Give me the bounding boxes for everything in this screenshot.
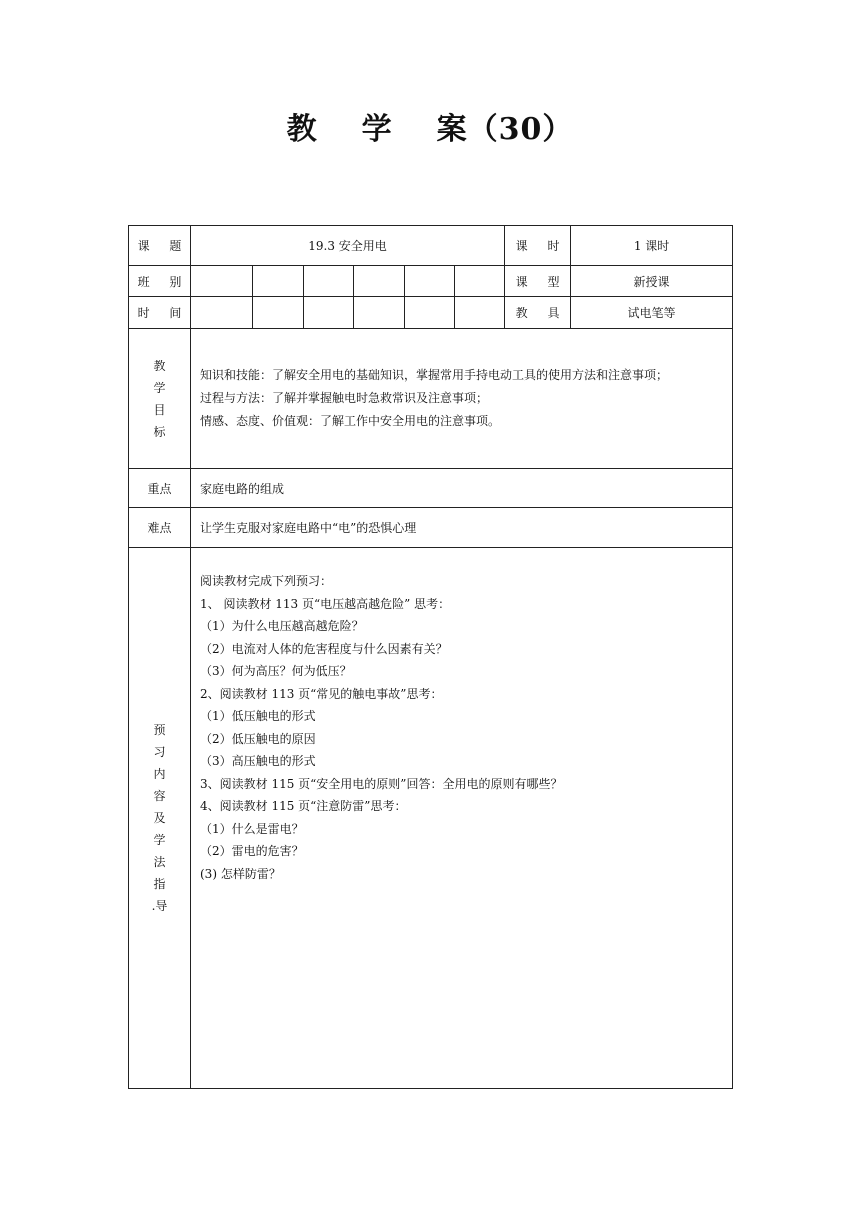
class-cell-4 — [354, 266, 405, 297]
class-label: 班 别 — [129, 266, 191, 297]
preview-line: （3）何为高压？何为低压？ — [200, 664, 352, 678]
preview-line: 4、阅读教材 115 页“注意防雷”思考： — [200, 799, 407, 813]
topic-label: 课 题 — [129, 226, 191, 266]
objectives-label — [129, 329, 191, 469]
time-label: 时 间 — [129, 297, 191, 329]
preview-label-char: 法 — [153, 855, 166, 869]
key-point-label: 重点 — [129, 469, 191, 508]
time-cell-1 — [191, 297, 253, 329]
preview-line: （2）雷电的危害？ — [200, 844, 304, 858]
class-cell-1 — [191, 266, 253, 297]
row-preview — [129, 548, 733, 1089]
preview-line: 阅读教材完成下列预习： — [200, 574, 333, 588]
objective-knowledge: 知识和技能：了解安全用电的基础知识，掌握常用手持电动工具的使用方法和注意事项； — [200, 368, 669, 382]
preview-label-char: 习 — [153, 745, 166, 759]
objectives-content — [191, 329, 733, 469]
preview-line: 3、阅读教材 115 页“安全用电的原则”回答：全用电的原则有哪些？ — [200, 776, 563, 791]
tools-value: 试电笔等 — [571, 297, 733, 329]
preview-label-char: 指 — [153, 877, 166, 891]
difficulty-label: 难点 — [129, 508, 191, 548]
type-label: 课 型 — [505, 266, 571, 297]
objectives-label-char: 教 — [153, 358, 166, 373]
key-point-value: 家庭电路的组成 — [191, 469, 733, 508]
class-cell-2 — [253, 266, 304, 297]
preview-line: (3) 怎样防雷？ — [200, 866, 281, 881]
time-cell-5 — [405, 297, 455, 329]
time-cell-4 — [354, 297, 405, 329]
preview-line: （1）低压触电的形式 — [200, 709, 316, 723]
time-cell-6 — [455, 297, 505, 329]
row-class — [129, 266, 733, 297]
difficulty-value: 让学生克服对家庭电路中“电”的恐惧心理 — [191, 508, 733, 548]
preview-label — [129, 548, 191, 1089]
preview-label-char: 内 — [153, 767, 166, 781]
preview-line: （1）为什么电压越高越危险？ — [200, 619, 364, 633]
preview-line: （3）高压触电的形式 — [200, 754, 316, 768]
title-char-2: 学 — [361, 112, 393, 147]
page-title — [0, 104, 860, 148]
preview-label-char: .导 — [151, 899, 168, 913]
preview-label-char: 预 — [153, 723, 166, 737]
class-cell-5 — [405, 266, 455, 297]
lesson-plan-table — [128, 225, 733, 1089]
objectives-label-char: 标 — [153, 424, 166, 439]
objective-attitude: 情感、态度、价值观：了解工作中安全用电的注意事项。 — [200, 414, 501, 428]
preview-line: （2）电流对人体的危害程度与什么因素有关？ — [200, 641, 448, 656]
type-value: 新授课 — [571, 266, 733, 297]
title-char-3: 案（30） — [436, 112, 574, 147]
row-difficulty — [129, 508, 733, 548]
objectives-label-char: 学 — [153, 380, 166, 395]
hours-value: 1 课时 — [571, 226, 733, 266]
preview-label-char: 学 — [153, 833, 166, 847]
row-time — [129, 297, 733, 329]
row-topic — [129, 226, 733, 266]
preview-line: （1）什么是雷电？ — [200, 821, 304, 836]
objectives-label-char: 目 — [153, 402, 166, 417]
row-objectives — [129, 329, 733, 469]
time-cell-2 — [253, 297, 304, 329]
preview-label-char: 及 — [153, 811, 166, 825]
class-cell-3 — [304, 266, 354, 297]
preview-content — [191, 548, 733, 1089]
row-key-point — [129, 469, 733, 508]
preview-line: 2、阅读教材 113 页“常见的触电事故”思考： — [200, 686, 443, 701]
preview-line: （2）低压触电的原因 — [200, 731, 316, 746]
title-char-1: 教 — [286, 112, 318, 147]
preview-label-char: 容 — [153, 789, 166, 803]
class-cell-6 — [455, 266, 505, 297]
tools-label: 教 具 — [505, 297, 571, 329]
time-cell-3 — [304, 297, 354, 329]
preview-line: 1、 阅读教材 113 页“电压越高越危险” 思考： — [200, 596, 451, 611]
hours-label: 课 时 — [505, 226, 571, 266]
topic-value: 19.3 安全用电 — [191, 226, 505, 266]
objective-process: 过程与方法：了解并掌握触电时急救常识及注意事项； — [200, 391, 489, 405]
